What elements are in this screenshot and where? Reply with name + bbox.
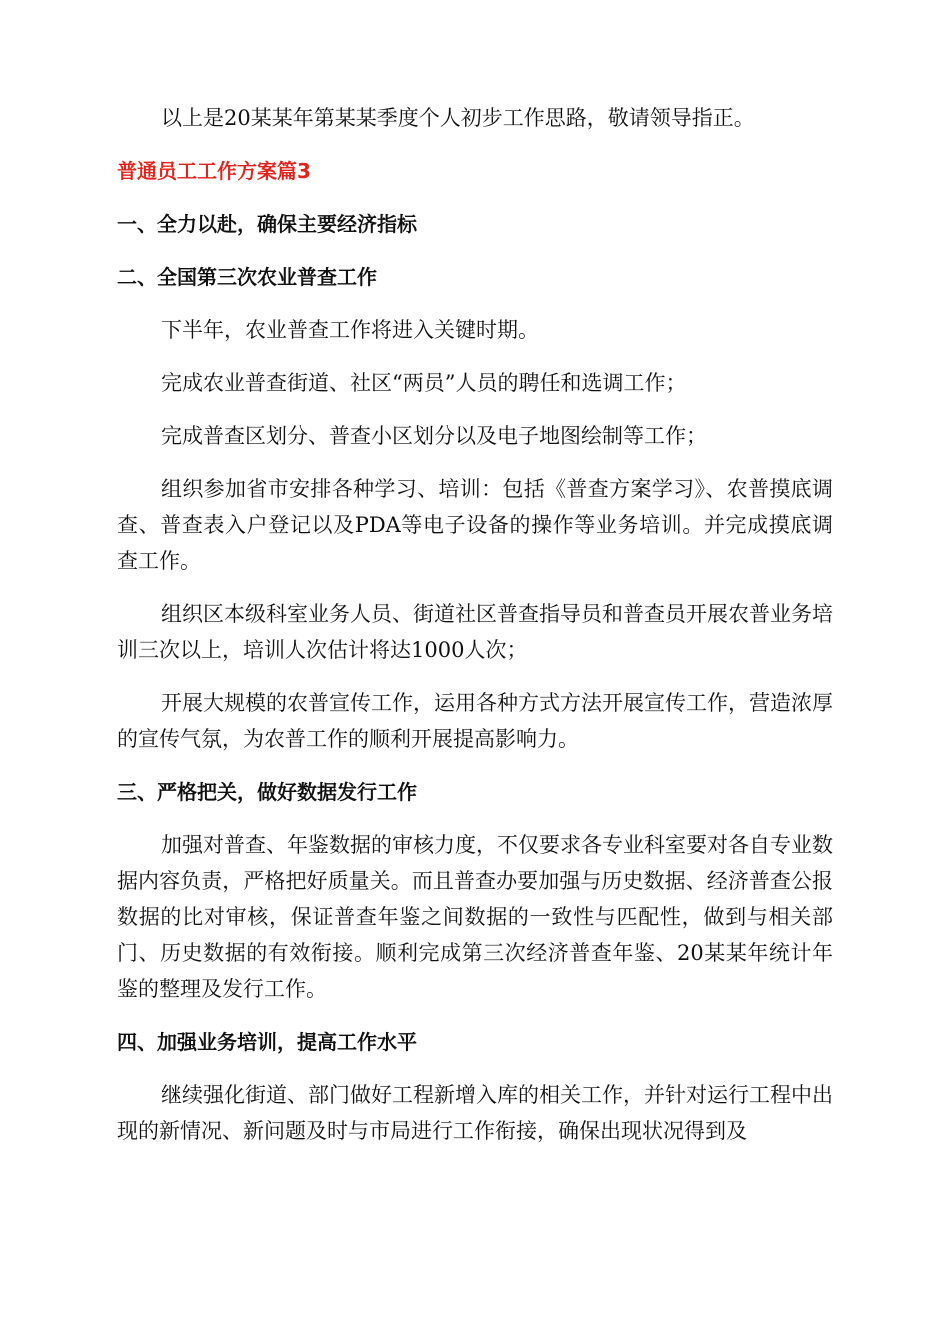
- paragraph-census-staff-training: 组织区本级科室业务人员、街道社区普查指导员和普查员开展农普业务培训三次以上，培训人次估计将达1000人次；: [117, 602, 833, 662]
- section-title: 普通员工工作方案篇3: [117, 159, 311, 183]
- paragraph-data-review: 加强对普查、年鉴数据的审核力度，不仅要求各专业科室要对各自专业数据内容负责，严格把好质量关。而且普查办要加强与历史数据、经济普查公报数据的比对审核，保证普查年鉴之间数据的一致性与匹配性，做到与相关部门、历史数据的有效衔接。顺利完成第三次经济普查年鉴、20某某年统计年鉴的整理及发行工作。: [117, 833, 833, 1001]
- paragraph-census-publicity: 开展大规模的农普宣传工作，运用各种方式方法开展宣传工作，营造浓厚的宣传气氛，为农普工作的顺利开展提高影响力。: [117, 691, 833, 751]
- paragraph-census-mapping: 完成普查区划分、普查小区划分以及电子地图绘制等工作；: [161, 424, 707, 448]
- heading-economic-indicators: 一、全力以赴，确保主要经济指标: [117, 212, 417, 236]
- paragraph-census-key-period: 下半年，农业普查工作将进入关键时期。: [161, 318, 539, 342]
- paragraph-census-staffing: 完成农业普查街道、社区“两员”人员的聘任和选调工作；: [161, 371, 687, 395]
- paragraph-project-registration: 继续强化街道、部门做好工程新增入库的相关工作，并针对运行工程中出现的新情况、新问题及时与市局进行工作衔接，确保出现状况得到及: [117, 1083, 833, 1143]
- heading-business-training: 四、加强业务培训，提高工作水平: [117, 1030, 417, 1054]
- heading-agricultural-census: 二、全国第三次农业普查工作: [117, 265, 377, 289]
- document-body: [117, 100, 833, 1166]
- paragraph-census-training: 组织参加省市安排各种学习、培训：包括《普查方案学习》、农普摸底调查、普查表入户登记以及PDA等电子设备的操作等业务培训。并完成摸底调查工作。: [117, 477, 833, 573]
- intro-paragraph: 以上是20某某年第某某季度个人初步工作思路，敬请领导指正。: [161, 106, 755, 130]
- heading-data-publication: 三、严格把关，做好数据发行工作: [117, 780, 417, 804]
